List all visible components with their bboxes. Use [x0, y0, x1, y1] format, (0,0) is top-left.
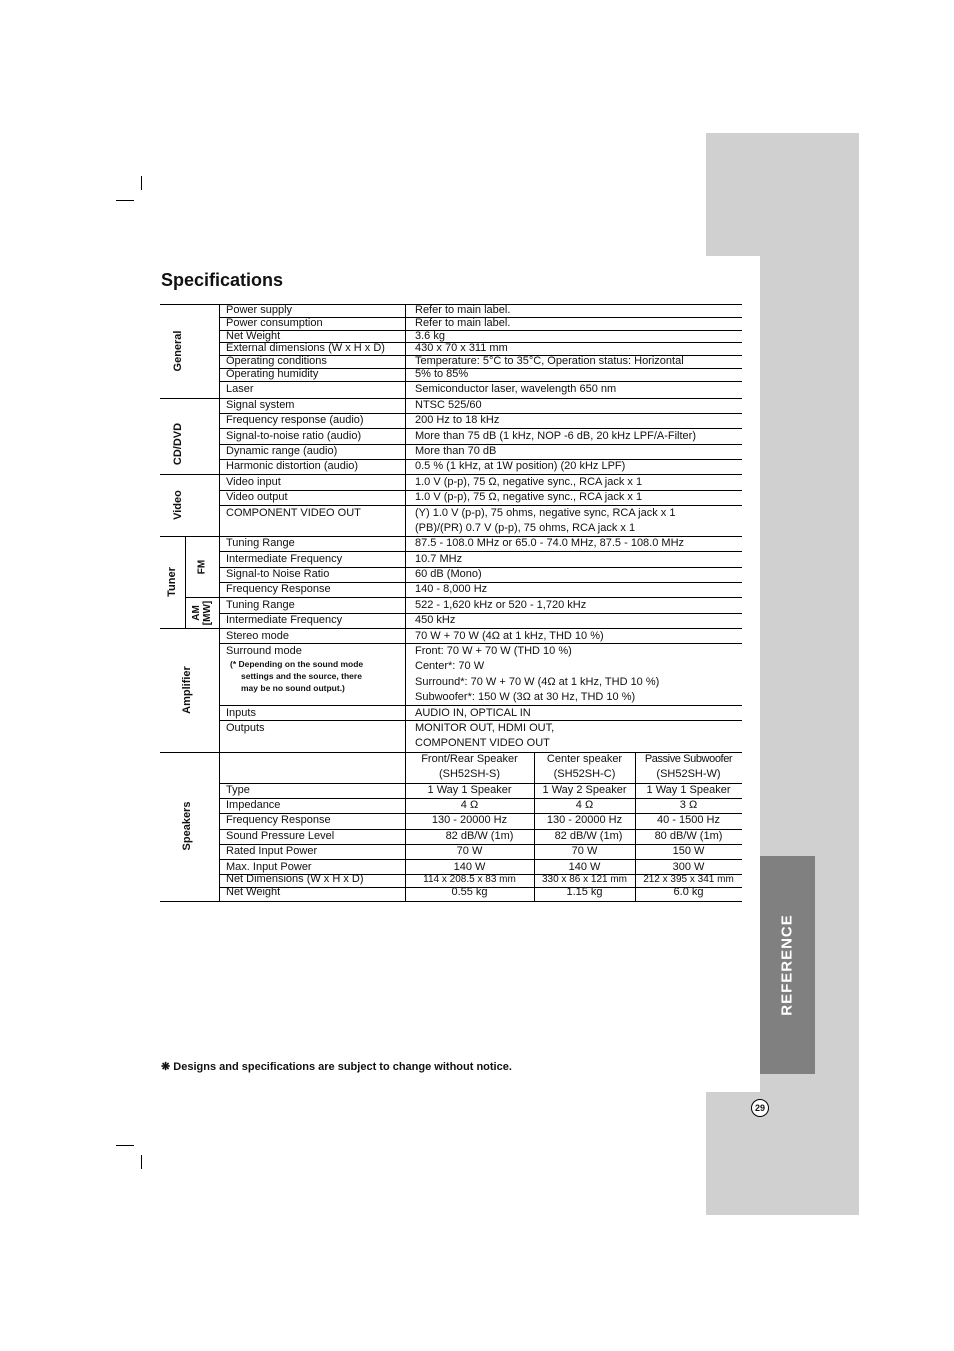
spec-value: Temperature: 5°C to 35°C, Operation status: Horizontal	[415, 355, 684, 367]
speaker-value: 6.0 kg	[673, 886, 704, 898]
column-divider	[185, 536, 186, 628]
spec-label: Frequency response (audio)	[226, 414, 364, 426]
spec-value: 5% to 85%	[415, 368, 469, 380]
spec-value: Center*: 70 W	[415, 660, 485, 672]
spec-label: Outputs	[226, 722, 265, 734]
spec-value: 60 dB (Mono)	[415, 568, 482, 580]
spec-label: Operating conditions	[226, 355, 327, 367]
section-general: General	[172, 330, 184, 372]
section-cddvd: CD/DVD	[172, 422, 184, 466]
spec-label: Intermediate Frequency	[226, 614, 343, 626]
speaker-label: Impedance	[226, 799, 281, 811]
spec-label: Stereo mode	[226, 630, 289, 642]
spec-label: Laser	[226, 383, 254, 395]
spec-value: Semiconductor laser, wavelength 650 nm	[415, 383, 617, 395]
spec-value: Refer to main label.	[415, 304, 511, 316]
spec-label: Signal-to-noise ratio (audio)	[226, 430, 362, 442]
section-video: Video	[172, 490, 184, 520]
section-tuner: Tuner	[166, 567, 178, 597]
spec-value: 1.0 V (p-p), 75 Ω, negative sync., RCA jack x 1	[415, 491, 643, 503]
speaker-value: 300 W	[672, 861, 705, 873]
column-divider	[219, 304, 220, 901]
speaker-value: 1 Way 2 Speaker	[542, 784, 627, 796]
spec-value: 450 kHz	[415, 614, 456, 626]
spec-value: Front: 70 W + 70 W (THD 10 %)	[415, 645, 572, 657]
section-am: AM [MW]	[191, 600, 213, 626]
spec-value: NTSC 525/60	[415, 399, 482, 411]
speaker-value: 140 W	[568, 861, 601, 873]
speaker-value: 130 - 20000 Hz	[431, 814, 508, 826]
spec-value: Surround*: 70 W + 70 W (4Ω at 1 kHz, THD 10 %)	[415, 676, 660, 688]
speaker-header-subwoofer: Passive Subwoofer (SH52SH-W)	[644, 753, 733, 780]
spec-value: 0.5 % (1 kHz, at 1W position) (20 kHz LPF)	[415, 460, 626, 472]
spec-label: Intermediate Frequency	[226, 553, 343, 565]
spec-value: 3.6 kg	[415, 330, 445, 342]
speaker-value: 1 Way 1 Speaker	[427, 784, 512, 796]
section-speakers: Speakers	[181, 801, 193, 851]
spec-label: Surround mode	[226, 645, 302, 657]
spec-label: Signal system	[226, 399, 295, 411]
speaker-label: Frequency Response	[226, 814, 331, 826]
sidebar-band-bottom	[706, 1092, 859, 1215]
speaker-value: 82 dB/W (1m)	[554, 830, 623, 842]
crop-mark	[141, 176, 142, 190]
spec-value: 430 x 70 x 311 mm	[415, 342, 508, 354]
spec-label: COMPONENT VIDEO OUT	[226, 507, 361, 519]
spec-value: Refer to main label.	[415, 317, 511, 329]
speaker-value: 3 Ω	[679, 799, 698, 811]
spec-label: Power supply	[226, 304, 293, 316]
section-fm: FM	[196, 559, 208, 575]
speaker-value: 82 dB/W (1m)	[445, 830, 514, 842]
spec-value: COMPONENT VIDEO OUT	[415, 737, 550, 749]
spec-value: (Y) 1.0 V (p-p), 75 ohms, negative sync, RCA jack x 1	[415, 507, 676, 519]
speaker-label: Rated Input Power	[226, 845, 318, 857]
crop-mark	[141, 1155, 142, 1169]
spec-value: MONITOR OUT, HDMI OUT,	[415, 722, 555, 734]
speaker-label: Sound Pressure Level	[226, 830, 335, 842]
spec-value: 87.5 - 108.0 MHz or 65.0 - 74.0 MHz, 87.5 - 108.0 MHz	[415, 537, 685, 549]
spec-label: Inputs	[226, 707, 256, 719]
spec-value: 200 Hz to 18 kHz	[415, 414, 500, 426]
speaker-value: 140 W	[453, 861, 486, 873]
crop-mark	[116, 1145, 134, 1146]
page-number: 29	[751, 1099, 769, 1117]
reference-tab-label: REFERENCE	[778, 914, 796, 1016]
spec-label: Harmonic distortion (audio)	[226, 460, 359, 472]
spec-label: Signal-to Noise Ratio	[226, 568, 330, 580]
speaker-value: 150 W	[672, 845, 705, 857]
speaker-value: 1.15 kg	[566, 886, 603, 898]
surround-note: (* Depending on the sound mode settings and the source, there may be no sound output.)	[230, 659, 364, 693]
page-title: Specifications	[161, 270, 284, 290]
spec-value: AUDIO IN, OPTICAL IN	[415, 707, 531, 719]
spec-label: Operating humidity	[226, 368, 319, 380]
speaker-value: 40 - 1500 Hz	[657, 814, 720, 826]
speaker-value: 0.55 kg	[451, 886, 488, 898]
speaker-value: 1 Way 1 Speaker	[646, 784, 731, 796]
spec-value: 140 - 8,000 Hz	[415, 583, 488, 595]
spec-label: Net Weight	[226, 330, 281, 342]
spec-value: 70 W + 70 W (4Ω at 1 kHz, THD 10 %)	[415, 630, 604, 642]
speaker-label: Net Dimensions (W x H x D)	[226, 873, 364, 885]
speaker-value: 70 W	[456, 845, 483, 857]
speaker-value: 130 - 20000 Hz	[546, 814, 623, 826]
crop-mark	[116, 200, 134, 201]
footnote: ❋ Designs and specifications are subject to change without notice.	[161, 1061, 512, 1073]
spec-label: Tuning Range	[226, 599, 295, 611]
spec-value: More than 75 dB (1 kHz, NOP -6 dB, 20 kHz LPF/A-Filter)	[415, 430, 697, 442]
spec-label: External dimensions (W x H x D)	[226, 342, 385, 354]
speaker-label: Net Weight	[226, 886, 281, 898]
speaker-value: 330 x 86 x 121 mm	[541, 874, 628, 885]
spec-label: Video input	[226, 476, 281, 488]
speaker-value: 212 x 395 x 341 mm	[643, 874, 734, 885]
speaker-value: 4 Ω	[575, 799, 594, 811]
sidebar-band-top	[706, 133, 859, 256]
section-amplifier: Amplifier	[181, 666, 193, 714]
spec-value: More than 70 dB	[415, 445, 497, 457]
speaker-label: Max. Input Power	[226, 861, 312, 873]
spec-label: Power consumption	[226, 317, 323, 329]
spec-label: Tuning Range	[226, 537, 295, 549]
spec-value: 1.0 V (p-p), 75 Ω, negative sync., RCA jack x 1	[415, 476, 643, 488]
spec-value: (PB)/(PR) 0.7 V (p-p), 75 ohms, RCA jack x 1	[415, 522, 636, 534]
speaker-header-front: Front/Rear Speaker (SH52SH-S)	[421, 753, 518, 780]
speaker-value: 80 dB/W (1m)	[654, 830, 723, 842]
spec-value: Subwoofer*: 150 W (3Ω at 30 Hz, THD 10 %)	[415, 691, 636, 703]
speaker-value: 70 W	[571, 845, 598, 857]
spec-value: 10.7 MHz	[415, 553, 463, 565]
speaker-label: Type	[226, 784, 250, 796]
speaker-value: 4 Ω	[460, 799, 479, 811]
speaker-header-center: Center speaker (SH52SH-C)	[546, 753, 623, 780]
spec-value: 522 - 1,620 kHz or 520 - 1,720 kHz	[415, 599, 587, 611]
spec-label: Frequency Response	[226, 583, 331, 595]
spec-label: Dynamic range (audio)	[226, 445, 338, 457]
spec-label: Video output	[226, 491, 288, 503]
speaker-value: 114 x 208.5 x 83 mm	[423, 874, 516, 885]
